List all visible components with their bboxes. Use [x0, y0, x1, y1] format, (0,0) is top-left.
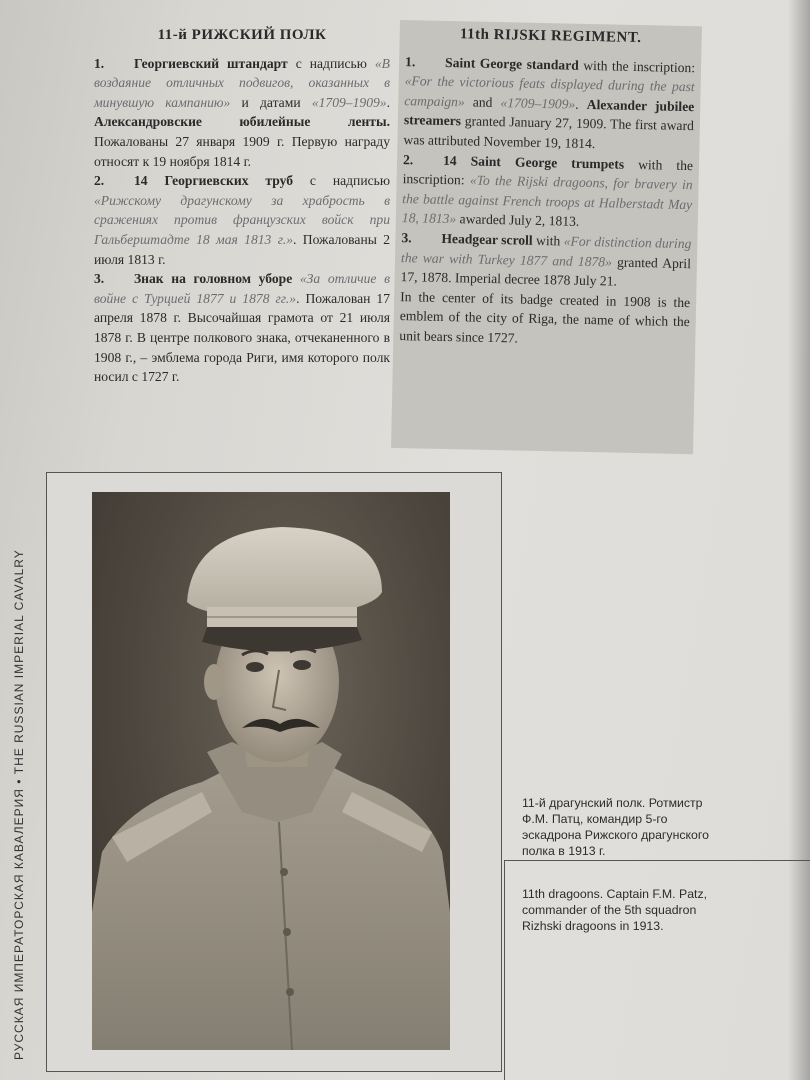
portrait-photo — [92, 492, 450, 1050]
russian-item-1: 1. Георгиевский штандарт с надписью «В воздаяние отличных подвигов, оказанных в минувшую кампанию» и датами «1709–1909». Александровские юбилейные ленты. Пожалованы 27 января 1909 г. Первую награду относят к 19 ноября 1814 г. — [94, 55, 390, 169]
russian-item-2: 2. 14 Георгиевских труб с надписью «Рижскому драгунскому за храбрость в сражениях против французских войск при Гальберштадте 18 мая 1813 г.». Пожалованы 2 июля 1813 г. — [94, 173, 391, 267]
english-item-3-extra: In the center of its badge created in 1908 is the emblem of the city of Riga, the name of which the unit bears since 1727. — [399, 288, 691, 346]
russian-heading: 11-й РИЖСКИЙ ПОЛК — [157, 27, 327, 43]
english-column — [391, 20, 702, 454]
english-item-1: 1. Saint George standard with the inscription: «For the victorious feats displayed during the past campaign» and «1709–1909». Alexander jubilee streamers granted January 27, 1909. The first award was attributed November 19, 1814. — [403, 53, 696, 152]
officer-portrait-illustration — [92, 492, 450, 1050]
russian-item-3: 3. Знак на головном уборе «За отличие в войне с Турцией 1877 и 1878 гг.». Пожалован 17 апреля 1878 г. Высочайшая грамота от 21 июля 1878 г. В центре полкового знака, отчеканенного в 1908 г., – эмблема города Риги, имя которого полк носил с 1727 г. — [94, 271, 390, 385]
english-item-2: 2. 14 Saint George trumpets with the inscription: «To the Rijski dragoons, for bravery in the battle against French troops at Halberstadt May 18, 1813» awarded July 2, 1813. — [401, 151, 694, 230]
russian-column — [94, 26, 390, 387]
caption-english: 11th dragoons. Captain F.M. Patz, commander of the 5th squadron Rizhski dragoons in 1913. — [522, 887, 708, 933]
english-item-3: 3. Headgear scroll with «For distinction during the war with Turkey 1877 and 1878» granted April 17, 1878. Imperial decree 1878 July 21. — [400, 230, 692, 289]
spine-title: РУССКАЯ ИМПЕРАТОРСКАЯ КАВАЛЕРИЯ • THE RUSSIAN IMPERIAL CAVALRY — [12, 549, 26, 1060]
english-heading: 11th RIJSKI REGIMENT. — [459, 26, 642, 47]
caption-russian: 11-й драгунский полк. Ротмистр Ф.М. Патц, командир 5-го эскадрона Рижского драгунского полка в 1913 г. — [522, 796, 709, 858]
